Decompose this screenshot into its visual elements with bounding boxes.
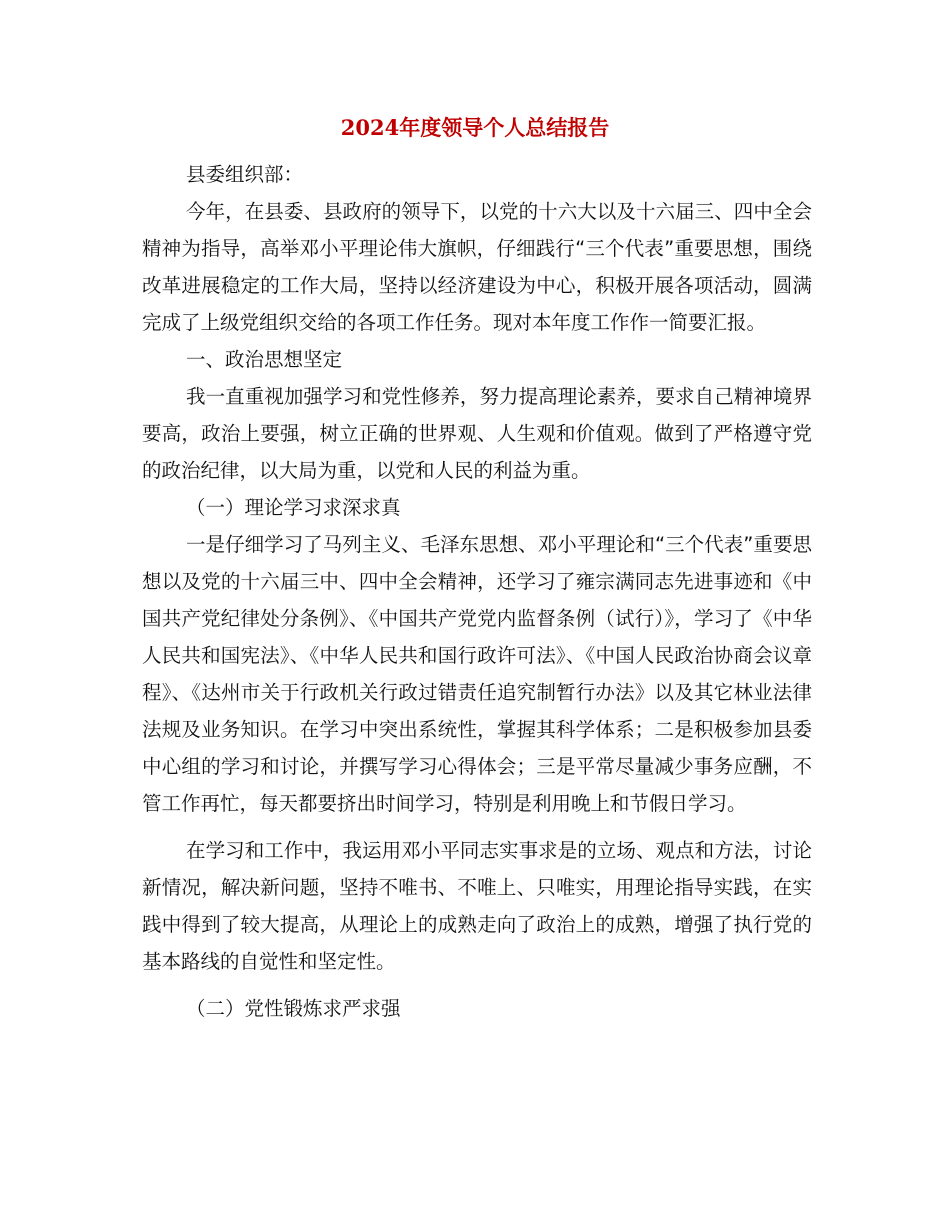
salutation: 县委组织部： xyxy=(186,163,304,186)
paragraph-intro: 今年，在县委、县政府的领导下，以党的十六大以及十六届三、四中全会精神为指导，高举邓小平理论伟大旗帜，仔细践行“三个代表”重要思想，围绕改革进展稳定的工作大局，坚持以经济建设为中心，积极开展各项活动，圆满完成了上级党组织交给的各项工作任务。现对本年度工作作一简要汇报。 xyxy=(142,200,812,334)
document-body xyxy=(142,156,812,1027)
paragraph-political: 我一直重视加强学习和党性修养，努力提高理论素养，要求自己精神境界要高，政治上要强，树立正确的世界观、人生观和价值观。做到了严格遵守党的政治纪律，以大局为重，以党和人民的利益为重。 xyxy=(142,385,812,482)
document-title: 2024年度领导个人总结报告 xyxy=(340,115,610,140)
subsection-heading-party-spirit: （二）党性锻炼求严求强 xyxy=(186,997,401,1020)
section-heading-political: 一、政治思想坚定 xyxy=(186,348,343,371)
subsection-heading-theory: （一）理论学习求深求真 xyxy=(186,496,401,519)
paragraph-theory-practice: 在学习和工作中，我运用邓小平同志实事求是的立场、观点和方法，讨论新情况，解决新问题，坚持不唯书、不唯上、只唯实，用理论指导实践，在实践中得到了较大提高，从理论上的成熟走向了政治上的成熟，增强了执行党的基本路线的自觉性和坚定性。 xyxy=(142,839,812,973)
paragraph-theory-study: 一是仔细学习了马列主义、毛泽东思想、邓小平理论和“三个代表”重要思想以及党的十六届三中、四中全会精神，还学习了雍宗满同志先进事迹和《中国共产党纪律处分条例》、《中国共产党党内监督条例（试行）》，学习了《中华人民共和国宪法》、《中华人民共和国行政许可法》、《中国人民政治协商会议章程》、《达州市关于行政机关行政过错责任追究制暂行办法》以及其它林业法律法规及业务知识。在学习中突出系统性，掌握其科学体系；二是积极参加县委中心组的学习和讨论，并撰写学习心得体会；三是平常尽量减少事务应酬，不管工作再忙，每天都要挤出时间学习，特别是利用晚上和节假日学习。 xyxy=(142,533,812,815)
